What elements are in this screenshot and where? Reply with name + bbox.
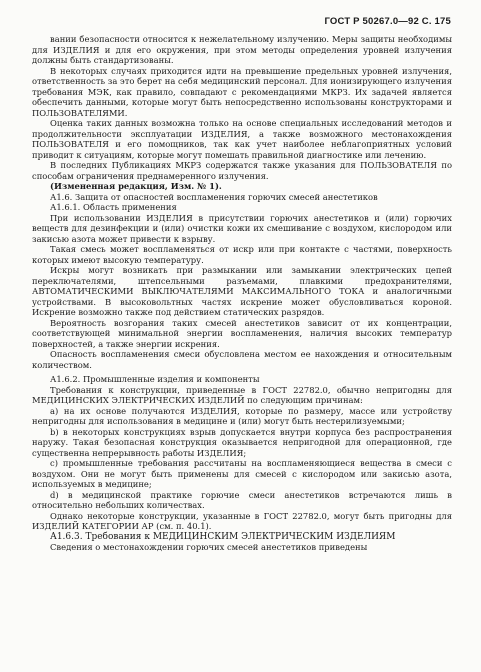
paragraph: d) в медицинской практике горючие смеси анестетиков встречаются лишь в относительно небольших количествах. [32, 489, 452, 510]
paragraph: В последних Публикациях МКРЗ содержатся также указания для ПОЛЬЗОВАТЕЛЯ по способам ограничения преднамеренного излучения. [32, 160, 452, 181]
paragraph: (Измененная редакция, Изм. № 1). [50, 181, 222, 191]
paragraph: b) в некоторых конструкциях взрыв допускается внутри корпуса без распространения наружу. Такая безопасная конструкция оказывается непригодной для операционной, где существенна непрерывность работы ИЗДЕЛИЯ; [32, 426, 452, 458]
document-body [32, 34, 452, 553]
paragraph: Вероятность возгорания таких смесей анестетиков зависит от их концентрации, соответствующей минимальной энергии воспламенения, наличия высоких температур поверхностей, а также энергии искрения. [32, 317, 452, 349]
paragraph: Оценка таких данных возможна только на основе специальных исследований методов и продолжительности эксплуатации ИЗДЕЛИЯ, а также возможного местонахождения ПОЛЬЗОВАТЕЛЯ и его помощников, так как учет наиболее неблагоприятных условий приводит к ситуациям, которые могут помешать правильной диагностике или лечению. [32, 118, 452, 160]
paragraph: Однако некоторые конструкции, указанные в ГОСТ 22782.0, могут быть пригодны для ИЗДЕЛИЙ КАТЕГОРИИ АР (см. п. 40.1). [32, 510, 452, 531]
paragraph: При использовании ИЗДЕЛИЯ в присутствии горючих анестетиков и (или) горючих веществ для дезинфекции и (или) очистки кожи их смешивание с воздухом, кислородом или закисью азота может привести к взрыву. [32, 212, 452, 244]
paragraph: А1.6.2. Промышленные изделия и компоненты [50, 374, 260, 384]
paragraph: А1.6.1. Область применения [50, 202, 177, 212]
paragraph: А1.6.3. Требования к МЕДИЦИНСКИМ ЭЛЕКТРИЧЕСКИМ ИЗДЕЛИЯМ [50, 531, 396, 542]
paragraph: а) на их основе получаются ИЗДЕЛИЯ, которые по размеру, массе или устройству непригодны для использования в медицине и (или) могут быть нестерилизуемыми; [32, 405, 452, 426]
paragraph: Сведения о местонахождении горючих смесей анестетиков приведены [50, 542, 368, 552]
paragraph: c) промышленные требования рассчитаны на воспламеняющиеся вещества в смеси с воздухом. Они не могут быть применены для смесей с кислородом или закисью азота, используемых в медицине; [32, 458, 452, 489]
page-header: ГОСТ Р 50267.0—92 С. 175 [324, 16, 451, 27]
paragraph: вании безопасности относится к нежелательному излучению. Меры защиты необходимы для ИЗДЕЛИЯ и для его окружения, при этом методы определения уровней излучения должны быть стандартизованы. [32, 34, 452, 65]
paragraph: А1.6. Защита от опасностей воспламенения горючих смесей анестетиков [50, 191, 378, 202]
paragraph: В некоторых случаях приходится идти на превышение предельных уровней излучения, ответственность за это берет на себя медицинский персонал. Для ионизирующего излучения требования МЭК, как правило, совпадают с рекомендациями МКРЗ. Их задачей является обеспечить данными, которые могут быть непосредственно использованы конструкторами и ПОЛЬЗОВАТЕЛЯМИ. [32, 65, 452, 118]
paragraph: Искры могут возникать при размыкании или замыкании электрических цепей переключателями, штепсельными разъемами, плавкими предохранителями, АВТОМАТИЧЕСКИМИ ВЫКЛЮЧАТЕЛЯМИ МАКСИМАЛЬНОГО ТОКА и аналогичными устройствами. В высоковольтных частях искрение может обусловливаться короной. Искрение возможно также под действием статических разрядов. [32, 265, 452, 317]
paragraph: Требования к конструкции, приведенные в ГОСТ 22782.0, обычно непригодны для МЕДИЦИНСКИХ ЭЛЕКТРИЧЕСКИХ ИЗДЕЛИЙ по следующим причинам: [32, 384, 452, 405]
paragraph: Опасность воспламенения смеси обусловлена местом ее нахождения и относительным количеством. [32, 349, 452, 370]
paragraph: Такая смесь может воспламеняться от искр или при контакте с частями, поверхность которых имеют высокую температуру. [32, 244, 452, 265]
